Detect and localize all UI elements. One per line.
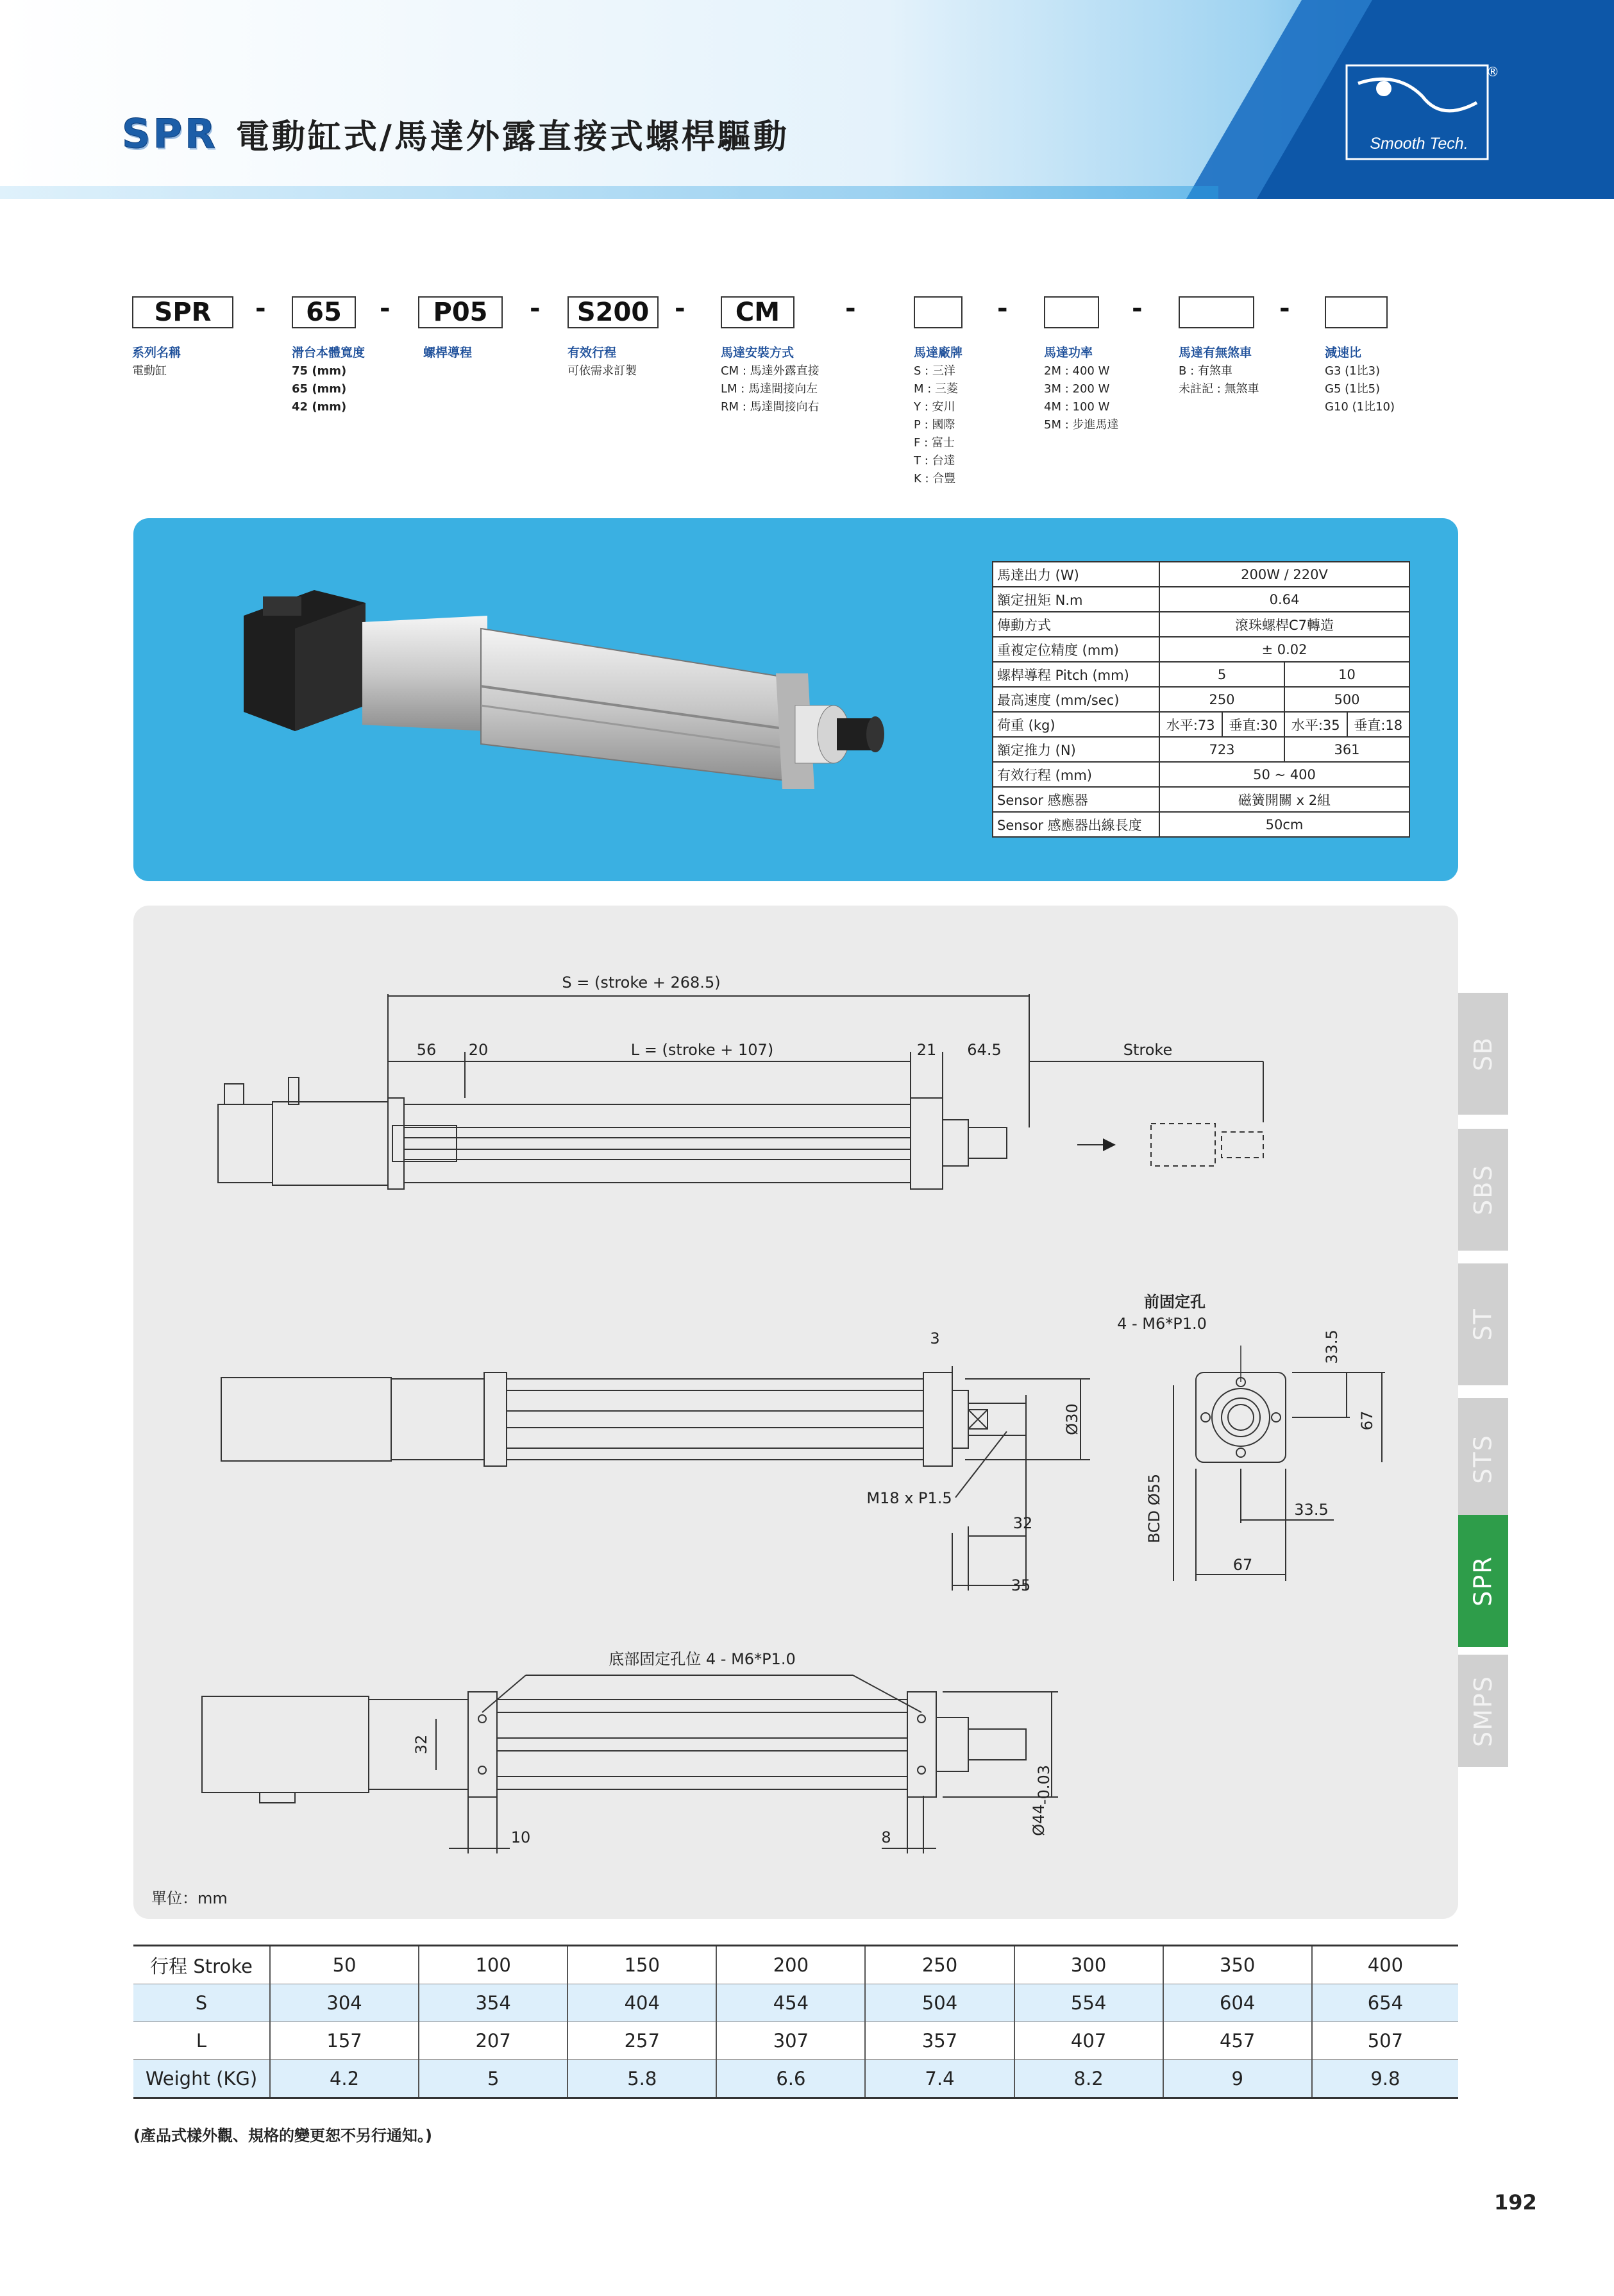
technical-drawing [133,906,1458,1919]
dim-stroke: Stroke [1123,1041,1173,1059]
table-row [133,1946,1458,1984]
motor-icon [244,590,366,731]
table-row [133,1984,1458,2022]
side-view [221,1366,1090,1591]
option: 未註記 : 無煞車 [1179,382,1259,396]
tab-label: SPR [1469,1555,1498,1607]
tab-sb[interactable] [1458,993,1508,1115]
spec-value: 10 [1284,662,1409,687]
code-options [1044,362,1119,434]
unit-note: 單位：mm [151,1889,228,1907]
tab-st[interactable] [1458,1263,1508,1385]
dim-10: 10 [510,1828,531,1846]
spec-label: 傳動方式 [993,612,1159,637]
option: RM : 馬達間接向右 [721,400,820,414]
table-cell: 100 [419,1946,567,1984]
table-cell: 5 [419,2060,567,2098]
option: T : 台達 [914,454,955,468]
page-number: 192 [1494,2190,1537,2215]
table-cell: 207 [419,2022,567,2060]
dim-phi30: Ø30 [1063,1403,1081,1435]
spec-label: 螺桿導程 Pitch (mm) [993,662,1159,687]
table-cell: 604 [1163,1984,1312,2022]
dim-32: 32 [1013,1514,1033,1532]
dim-21: 21 [916,1041,937,1059]
dim-33-5-v: 33.5 [1323,1329,1341,1364]
dim-32-b: 32 [412,1734,430,1755]
code-options [132,362,167,380]
table-cell: 4.2 [270,2060,419,2098]
spec-value: 垂直:30 [1222,712,1285,737]
spec-row [993,687,1409,712]
tab-sts[interactable] [1458,1398,1508,1520]
code-label: 螺桿導程 [423,346,473,360]
dim-bcd: BCD Ø55 [1145,1473,1163,1544]
option: P : 國際 [914,418,955,432]
tab-smps[interactable] [1458,1655,1508,1767]
spec-row [993,662,1409,687]
option: 5M : 步進馬達 [1044,418,1119,432]
table-cell: 5.8 [567,2060,716,2098]
spec-value: 250 [1159,687,1284,712]
brand-name: Smooth Tech. [1370,135,1468,153]
code-dash: - [380,294,391,323]
table-cell: 400 [1312,1946,1458,1984]
table-cell: 454 [716,1984,865,2022]
row-label: L [196,2030,207,2052]
spec-row [993,587,1409,612]
table-cell: 507 [1312,2022,1458,2060]
code-box-width: 65 [292,296,356,328]
tab-label: ST [1469,1308,1497,1341]
spec-value: 500 [1284,687,1409,712]
dim-3: 3 [930,1329,940,1347]
bottom-hole-label: 底部固定孔位 4 - M6*P1.0 [609,1650,796,1668]
registered-mark: ® [1486,64,1499,80]
actuator-photo [237,577,891,821]
code-dash: - [255,294,266,323]
spec-value: 垂直:18 [1347,712,1410,737]
table-row [133,2060,1458,2098]
table-cell: 157 [270,2022,419,2060]
table-cell: 8.2 [1014,2060,1163,2098]
code-box-mount: CM [721,296,794,328]
spec-value: 磁簧開關 x 2組 [1159,787,1409,812]
front-hole-spec: 4 - M6*P1.0 [1117,1315,1207,1333]
code-options [914,362,958,488]
code-label: 減速比 [1325,346,1362,360]
bottom-view [202,1675,1058,1853]
code-label: 馬達功率 [1044,346,1093,360]
front-flange-view [1173,1346,1385,1581]
page-title [122,108,789,159]
spec-value: 50cm [1159,812,1409,837]
code-dash: - [530,294,541,323]
option: 4M : 100 W [1044,400,1110,414]
spec-table [992,561,1410,838]
spec-value: 滾珠螺桿C7轉造 [1159,612,1409,637]
dim-8: 8 [881,1828,891,1846]
table-cell: 457 [1163,2022,1312,2060]
spec-label: Sensor 感應器出線長度 [993,812,1159,837]
spec-value: ± 0.02 [1159,637,1409,662]
table-cell: 9.8 [1312,2060,1458,2098]
stroke-arrow-icon [1103,1138,1116,1151]
option: 2M : 400 W [1044,364,1110,378]
dim-thread: M18 x P1.5 [866,1489,952,1507]
option: B : 有煞車 [1179,364,1232,378]
title-text: 電動缸式/馬達外露直接式螺桿驅動 [235,117,789,156]
table-cell: 407 [1014,2022,1163,2060]
code-dash: - [1279,294,1290,323]
code-box-brand [914,296,963,328]
option: Y : 安川 [914,400,955,414]
dim-56: 56 [416,1041,437,1059]
spec-row [993,762,1409,787]
code-label: 系列名稱 [132,346,181,360]
option: G3 (1比3) [1325,364,1381,378]
spec-value: 水平:73 [1159,712,1222,737]
option: S : 三洋 [914,364,955,378]
table-cell: 200 [716,1946,865,1984]
table-cell: 354 [419,1984,567,2022]
row-label: 行程 Stroke [150,1955,253,1977]
code-box-stroke: S200 [567,296,659,328]
code-dash: - [1132,294,1143,323]
table-cell: 300 [1014,1946,1163,1984]
stroke-table [133,1945,1458,2099]
table-cell: 357 [865,2022,1014,2060]
spec-row [993,737,1409,762]
spec-row [993,612,1409,637]
dim-35: 35 [1011,1576,1031,1594]
table-cell: 150 [567,1946,716,1984]
code-box-pitch: P05 [418,296,503,328]
code-dash: - [845,294,856,323]
dim-67-h: 67 [1232,1556,1253,1574]
spec-label: 有效行程 (mm) [993,762,1159,787]
code-dash: - [675,294,685,323]
dim-phi44-tolerance: -0.03 [1035,1764,1053,1805]
dim-33-5-h: 33.5 [1294,1501,1329,1519]
spec-value: 0.64 [1159,587,1409,612]
spec-value: 361 [1284,737,1409,762]
option: 電動缸 [132,364,167,378]
table-cell: 9 [1163,2060,1312,2098]
spec-label: 額定扭矩 N.m [993,587,1159,612]
code-dash: - [997,294,1008,323]
spec-label: Sensor 感應器 [993,787,1159,812]
spec-label: 重複定位精度 (mm) [993,637,1159,662]
tab-label: SMPS [1469,1675,1498,1747]
tab-spr[interactable] [1458,1515,1508,1647]
code-box-brake [1179,296,1254,328]
spec-label: 馬達出力 (W) [993,562,1159,587]
table-cell: 6.6 [716,2060,865,2098]
spec-label: 最高速度 (mm/sec) [993,687,1159,712]
dim-phi44: Ø44 [1030,1804,1048,1836]
tab-label: SBS [1469,1164,1497,1215]
option: G5 (1比5) [1325,382,1381,396]
code-box-ratio [1325,296,1388,328]
row-label: S [195,1992,208,2014]
table-cell: 257 [567,2022,716,2060]
option: K : 合豐 [914,472,956,485]
footnote: (產品式樣外觀、規格的變更恕不另行通知。) [133,2127,432,2145]
dim-67-v: 67 [1358,1410,1376,1431]
spec-value: 50 ~ 400 [1159,762,1409,787]
option: LM : 馬達間接向左 [721,382,818,396]
table-row [133,2022,1458,2060]
table-cell: 307 [716,2022,865,2060]
table-cell: 7.4 [865,2060,1014,2098]
code-options [567,362,637,380]
spec-value: 5 [1159,662,1284,687]
option: F : 富士 [914,436,955,450]
spec-row [993,562,1409,587]
spec-row [993,812,1409,837]
option: CM : 馬達外露直接 [721,364,820,378]
table-cell: 404 [567,1984,716,2022]
option: 65 (mm) [292,382,347,396]
spec-row [993,712,1409,737]
page-header [0,0,1614,199]
code-options [721,362,820,416]
option: 可依需求訂製 [567,364,637,378]
spec-value: 723 [1159,737,1284,762]
table-cell: 350 [1163,1946,1312,1984]
spec-label: 額定推力 (N) [993,737,1159,762]
front-hole-title: 前固定孔 [1144,1293,1206,1311]
option: M : 三菱 [914,382,959,396]
option: G10 (1比10) [1325,400,1395,414]
spec-value: 水平:35 [1284,712,1347,737]
code-box-series: SPR [132,296,233,328]
spec-value: 200W / 220V [1159,562,1409,587]
option: 75 (mm) [292,364,347,378]
series-code: SPR [122,110,218,157]
dim-64-5: 64.5 [967,1041,1002,1059]
option: 42 (mm) [292,400,347,414]
code-label: 馬達廠牌 [914,346,963,360]
spec-row [993,787,1409,812]
row-label: Weight (KG) [145,2068,258,2089]
table-cell: 304 [270,1984,419,2022]
code-label: 馬達安裝方式 [721,346,794,360]
tab-label: SB [1468,1036,1497,1072]
spec-label: 荷重 (kg) [993,712,1159,737]
table-cell: 250 [865,1946,1014,1984]
code-options [1325,362,1395,416]
code-label: 馬達有無煞車 [1179,346,1252,360]
code-options [292,362,346,416]
table-cell: 554 [1014,1984,1163,2022]
table-cell: 50 [270,1946,419,1984]
spec-row [993,637,1409,662]
code-box-power [1044,296,1099,328]
dim-l-formula: L = (stroke + 107) [630,1041,774,1059]
dim-s-formula: S = (stroke + 268.5) [562,974,721,992]
dim-20: 20 [468,1041,489,1059]
option: 3M : 200 W [1044,382,1110,396]
tab-label: STS [1469,1434,1497,1484]
code-options [1179,362,1259,398]
table-cell: 654 [1312,1984,1458,2022]
code-label: 有效行程 [567,346,617,360]
tab-sbs[interactable] [1458,1129,1508,1251]
top-view [218,994,1263,1189]
table-cell: 504 [865,1984,1014,2022]
code-label: 滑台本體寬度 [292,346,366,360]
